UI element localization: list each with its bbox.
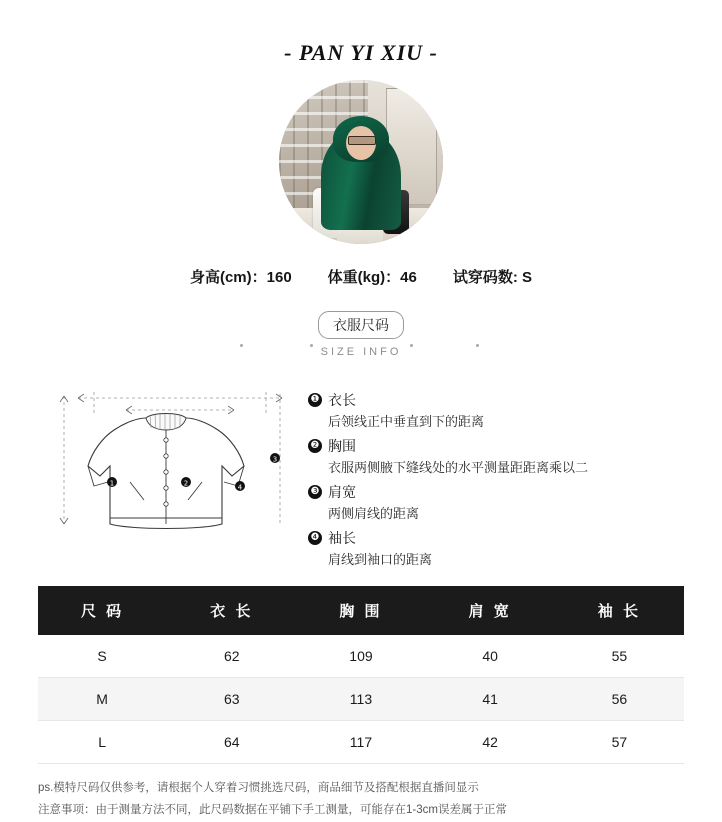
legend-number-icon: ❶	[308, 393, 322, 407]
legend-item	[308, 482, 684, 502]
legend-description: 后领线正中垂直到下的距离	[328, 414, 485, 429]
footnote-line: 注意事项：由于测量方法不同，此尺码数据在平铺下手工测量，可能存在1-3cm误差属于正常	[38, 803, 507, 816]
legend-list	[296, 374, 684, 574]
svg-text:3: 3	[272, 455, 278, 464]
size-info-cn-title: 衣服尺码	[318, 311, 404, 339]
legend-title: 肩宽	[328, 484, 356, 500]
model-stats	[0, 266, 722, 287]
table-cell-shoulder: 41	[426, 678, 555, 721]
legend-description: 衣服两侧腋下缝线处的水平测量距距离乘以二	[328, 460, 589, 475]
legend-title: 衣长	[328, 392, 356, 408]
garment-diagram	[34, 374, 296, 574]
diagram-and-legend	[0, 374, 722, 574]
footnote-line: ps.模特尺码仅供参考，请根据个人穿着习惯挑选尺码，商品细节及搭配根据直播间显示	[38, 782, 479, 794]
legend-number-icon: ❸	[308, 485, 322, 499]
footnotes	[38, 778, 684, 822]
table-cell-length: 63	[167, 678, 296, 721]
legend-item	[308, 436, 684, 456]
legend-title: 袖长	[328, 530, 356, 546]
photo-model-figure	[313, 112, 409, 244]
legend-item	[308, 390, 684, 410]
legend-item	[308, 528, 684, 548]
table-cell-bust: 113	[296, 678, 425, 721]
legend-title: 胸围	[328, 438, 356, 454]
table-row	[38, 721, 684, 764]
table-cell-length: 62	[167, 635, 296, 678]
jacket-line-drawing	[34, 374, 296, 549]
table-header-row	[38, 586, 684, 635]
legend-description: 肩线到袖口的距离	[328, 552, 433, 567]
table-cell-sleeve: 55	[555, 635, 684, 678]
table-row	[38, 635, 684, 678]
table-header-cell: 尺 码	[38, 586, 167, 635]
model-photo-wrapper	[0, 80, 722, 244]
table-cell-sleeve: 57	[555, 721, 684, 764]
table-row	[38, 678, 684, 721]
model-photo	[279, 80, 443, 244]
table-cell-shoulder: 40	[426, 635, 555, 678]
brand-title: - PAN YI XIU -	[284, 40, 438, 65]
size-info-heading	[0, 311, 722, 358]
table-header-cell: 袖 长	[555, 586, 684, 635]
model-size: 试穿码数: S	[452, 269, 533, 286]
model-height: 身高(cm)：160	[189, 269, 292, 286]
table-cell-size: M	[38, 678, 167, 721]
model-weight: 体重(kg)：46	[327, 269, 417, 286]
table-header-cell: 衣 长	[167, 586, 296, 635]
size-info-en-title: SIZE INFO	[320, 346, 402, 358]
table-cell-bust: 117	[296, 721, 425, 764]
table-cell-shoulder: 42	[426, 721, 555, 764]
table-header-cell: 胸 围	[296, 586, 425, 635]
legend-number-icon: ❹	[308, 531, 322, 545]
table-cell-size: S	[38, 635, 167, 678]
table-cell-length: 64	[167, 721, 296, 764]
table-cell-size: L	[38, 721, 167, 764]
legend-number-icon: ❷	[308, 439, 322, 453]
svg-text:1: 1	[109, 479, 115, 488]
table-cell-sleeve: 56	[555, 678, 684, 721]
legend-description: 两侧肩线的距离	[328, 506, 420, 521]
svg-text:4: 4	[237, 483, 243, 492]
glasses-icon	[348, 136, 376, 145]
svg-text:2: 2	[183, 479, 189, 488]
table-header-cell: 肩 宽	[426, 586, 555, 635]
size-table	[38, 586, 684, 764]
table-cell-bust: 109	[296, 635, 425, 678]
